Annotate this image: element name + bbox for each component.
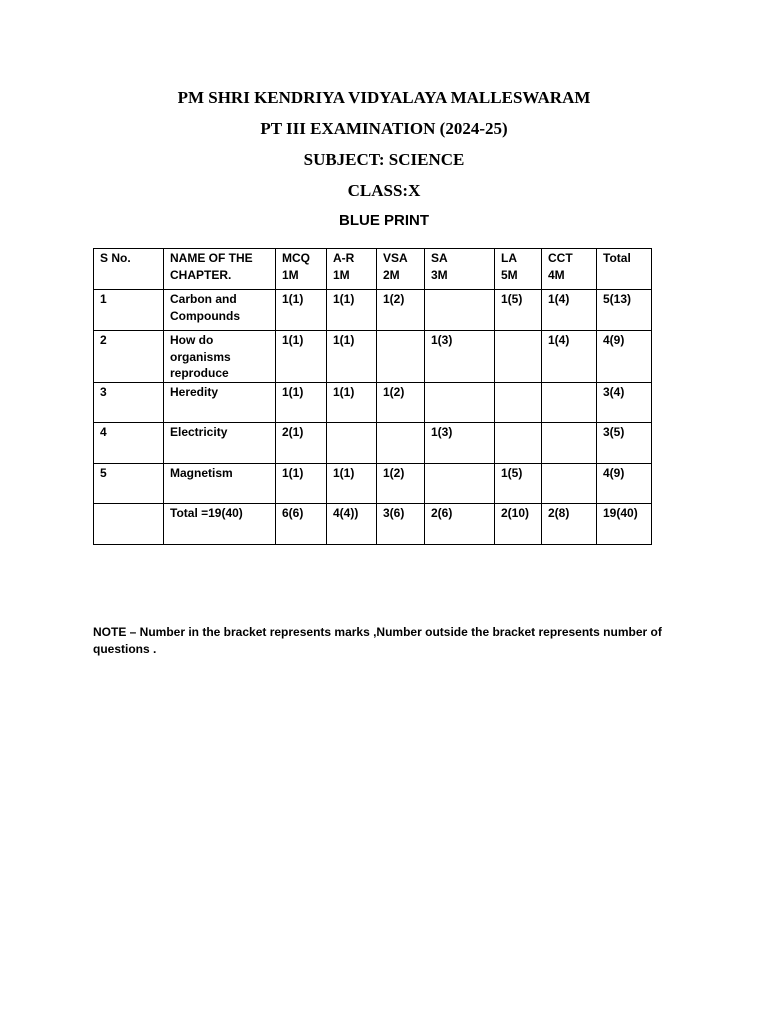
blue-print-title: BLUE PRINT	[339, 212, 429, 229]
cell-sno: 4	[94, 422, 164, 463]
cell-chapter: Electricity	[164, 422, 276, 463]
cell-total: 19(40)	[597, 503, 652, 544]
cell-la: 2(10)	[495, 503, 542, 544]
table-row	[94, 331, 652, 383]
cell-chapter: Magnetism	[164, 463, 276, 503]
cell-sno: 1	[94, 290, 164, 331]
header-cell-mcq: MCQ 1M	[276, 249, 327, 290]
cell-sa: 1(3)	[425, 331, 495, 383]
header-cell-vsa: VSA 2M	[377, 249, 425, 290]
table-header-row	[94, 249, 652, 290]
cell-ar	[327, 422, 377, 463]
cell-total: 3(5)	[597, 422, 652, 463]
header-cell-cct: CCT 4M	[542, 249, 597, 290]
cell-sa: 1(3)	[425, 422, 495, 463]
table-total-row	[94, 503, 652, 544]
cell-chapter: Heredity	[164, 382, 276, 422]
school-name: PM SHRI KENDRIYA VIDYALAYA MALLESWARAM	[177, 88, 591, 107]
header-cell-sa: SA 3M	[425, 249, 495, 290]
cell-ar: 1(1)	[327, 331, 377, 383]
cell-sno	[94, 503, 164, 544]
table-row	[94, 463, 652, 503]
header-cell-chapter: NAME OF THE CHAPTER.	[164, 249, 276, 290]
table-row	[94, 382, 652, 422]
cell-mcq: 2(1)	[276, 422, 327, 463]
cell-chapter: Total =19(40)	[164, 503, 276, 544]
cell-cct	[542, 463, 597, 503]
cell-ar: 1(1)	[327, 463, 377, 503]
table-row	[94, 422, 652, 463]
exam-title: PT III EXAMINATION (2024-25)	[260, 119, 508, 138]
cell-chapter: Carbon and Compounds	[164, 290, 276, 331]
cell-sa	[425, 382, 495, 422]
cell-ar: 1(1)	[327, 290, 377, 331]
cell-vsa: 3(6)	[377, 503, 425, 544]
cell-total: 3(4)	[597, 382, 652, 422]
cell-la	[495, 331, 542, 383]
header-cell-total: Total	[597, 249, 652, 290]
header-cell-ar: A-R 1M	[327, 249, 377, 290]
cell-sa	[425, 463, 495, 503]
cell-total: 5(13)	[597, 290, 652, 331]
cell-sa	[425, 290, 495, 331]
cell-mcq: 6(6)	[276, 503, 327, 544]
cell-sno: 3	[94, 382, 164, 422]
cell-ar: 4(4))	[327, 503, 377, 544]
cell-vsa: 1(2)	[377, 290, 425, 331]
cell-mcq: 1(1)	[276, 290, 327, 331]
table-row	[94, 290, 652, 331]
blue-print-table	[93, 248, 652, 545]
cell-cct: 1(4)	[542, 290, 597, 331]
cell-la	[495, 382, 542, 422]
cell-total: 4(9)	[597, 331, 652, 383]
cell-vsa: 1(2)	[377, 382, 425, 422]
cell-cct	[542, 422, 597, 463]
cell-mcq: 1(1)	[276, 382, 327, 422]
cell-cct: 2(8)	[542, 503, 597, 544]
header-cell-sno: S No.	[94, 249, 164, 290]
cell-sno: 5	[94, 463, 164, 503]
cell-chapter: How do organisms reproduce	[164, 331, 276, 383]
cell-cct: 1(4)	[542, 331, 597, 383]
cell-mcq: 1(1)	[276, 331, 327, 383]
cell-vsa	[377, 331, 425, 383]
cell-la	[495, 422, 542, 463]
subject-line: SUBJECT: SCIENCE	[303, 150, 465, 169]
cell-vsa: 1(2)	[377, 463, 425, 503]
cell-total: 4(9)	[597, 463, 652, 503]
cell-ar: 1(1)	[327, 382, 377, 422]
note-text: NOTE – Number in the bracket represents marks ,Number outside the bracket represents number of questions .	[93, 625, 662, 656]
cell-vsa	[377, 422, 425, 463]
cell-sa: 2(6)	[425, 503, 495, 544]
cell-la: 1(5)	[495, 290, 542, 331]
cell-cct	[542, 382, 597, 422]
header-cell-la: LA 5M	[495, 249, 542, 290]
class-line: CLASS:X	[347, 181, 421, 200]
cell-sno: 2	[94, 331, 164, 383]
cell-mcq: 1(1)	[276, 463, 327, 503]
cell-la: 1(5)	[495, 463, 542, 503]
